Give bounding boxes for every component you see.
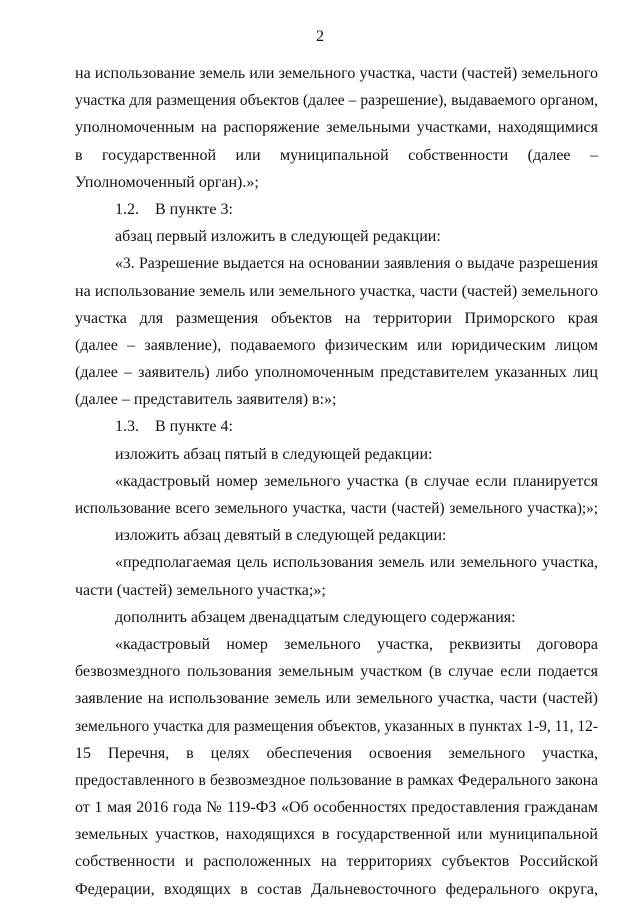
- text-line: Уполномоченный орган).»;: [75, 173, 259, 191]
- text-line: «3. Разрешение выдается на основании заявления о выдаче разрешения: [115, 255, 598, 273]
- text-line: уполномоченным на распоряжение земельными участками, находящимися: [75, 119, 598, 137]
- text-line: дополнить абзацем двенадцатым следующего содержания:: [115, 608, 516, 626]
- text-line: участка для размещения объектов (далее – разрешение), выдаваемого органом,: [75, 92, 598, 110]
- text-line: земельного участка для размещения объектов, указанных в пунктах 1-9, 11, 12-: [75, 717, 599, 735]
- text-line: предоставленного в безвозмездное пользование в рамках Федерального закона: [75, 771, 598, 789]
- text-line: земельных участков, находящихся в государственной или муниципальной: [75, 826, 598, 844]
- text-line: изложить абзац девятый в следующей редакции:: [115, 527, 447, 545]
- text-line: «кадастровый номер земельного участка, реквизиты договора: [115, 635, 598, 653]
- text-line: в государственной или муниципальной собственности (далее –: [75, 146, 598, 164]
- text-line: собственности и расположенных на территориях субъектов Российской: [75, 853, 598, 871]
- clause-heading: 1.2. В пункте 3:: [115, 200, 233, 218]
- text-line: (далее – заявитель) либо уполномоченным представителем указанных лиц: [75, 364, 598, 382]
- text-line: (далее – заявление), подаваемого физическим или юридическим лицом: [75, 336, 598, 354]
- text-line: от 1 мая 2016 года № 119-ФЗ «Об особенностях предоставления гражданам: [75, 799, 598, 817]
- text-line: участка для размещения объектов на территории Приморского края: [75, 309, 598, 327]
- document-body: [75, 60, 598, 903]
- text-line: Федерации, входящих в состав Дальневосточного федерального округа,: [75, 880, 598, 898]
- text-line: на использование земель или земельного участка, части (частей) земельного: [75, 65, 598, 82]
- text-line: (далее – представитель заявителя) в:»;: [75, 391, 337, 409]
- text-line: заявление на использование земель или земельного участка, части (частей): [75, 690, 598, 708]
- clause-heading: 1.3. В пункте 4:: [115, 418, 233, 436]
- text-line: части (частей) земельного участка;»;: [75, 581, 326, 599]
- text-line: безвозмездного пользования земельным участком (в случае если подается: [75, 663, 598, 681]
- text-line: использование всего земельного участка, части (частей) земельного участка);»;: [75, 500, 598, 517]
- text-line: «предполагаемая цель использования земель или земельного участка,: [115, 554, 598, 572]
- page-number: 2: [316, 28, 324, 45]
- text-line: 15 Перечня, в целях обеспечения освоения земельного участка,: [75, 744, 598, 762]
- text-line: на использование земель или земельного участка, части (частей) земельного: [75, 282, 598, 300]
- text-line: изложить абзац пятый в следующей редакции:: [115, 445, 433, 463]
- text-line: «кадастровый номер земельного участка (в случае если планируется: [115, 472, 598, 490]
- text-line: абзац первый изложить в следующей редакции:: [115, 228, 441, 246]
